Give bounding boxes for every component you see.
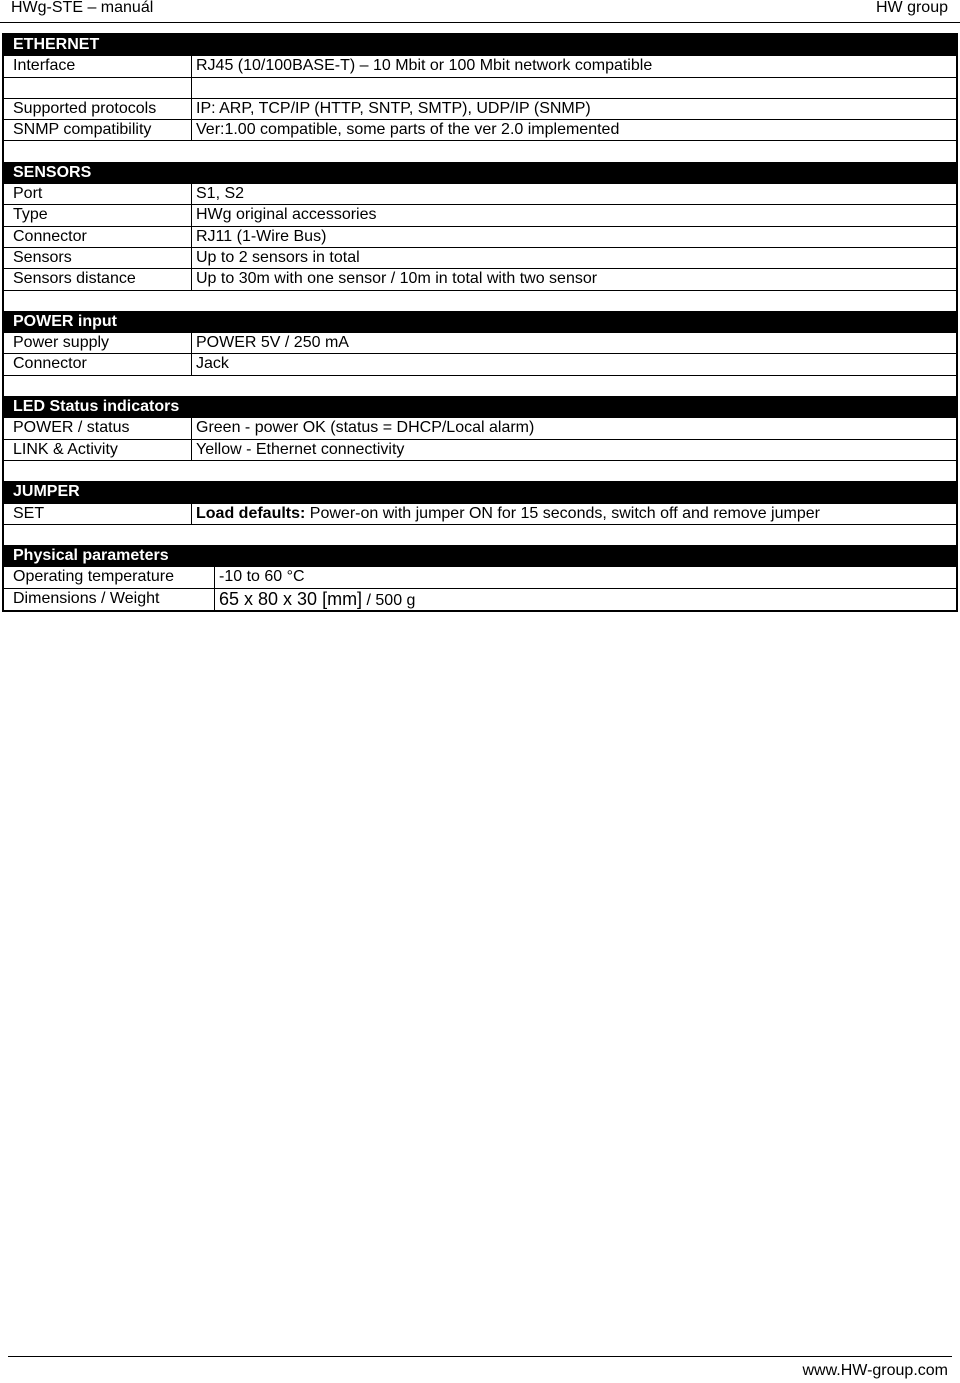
row-label: Power supply	[13, 334, 110, 352]
table-row	[4, 99, 956, 120]
row-value: RJ11 (1-Wire Bus)	[191, 227, 326, 247]
table-row	[4, 567, 956, 588]
row-label: Supported protocols	[13, 99, 157, 117]
row-value: Up to 30m with one sensor / 10m in total with two sensor	[191, 269, 597, 289]
row-value	[191, 504, 820, 524]
table-row	[4, 504, 956, 525]
table-row	[4, 248, 956, 269]
row-value	[214, 589, 415, 610]
spacer-row	[4, 376, 956, 397]
row-value: IP: ARP, TCP/IP (HTTP, SNTP, SMTP), UDP/IP (SNMP)	[191, 99, 591, 119]
row-value: Green - power OK (status = DHCP/Local alarm)	[191, 418, 534, 438]
spacer-row	[4, 141, 956, 162]
table-row	[4, 56, 956, 77]
row-value: Yellow - Ethernet connectivity	[191, 440, 404, 460]
row-value: S1, S2	[191, 184, 244, 204]
row-label: LINK & Activity	[13, 440, 118, 458]
row-label: POWER / status	[13, 419, 130, 437]
row-label: Type	[13, 206, 48, 224]
table-row	[4, 440, 956, 461]
header-rule	[0, 22, 960, 23]
row-value: Up to 2 sensors in total	[191, 248, 360, 268]
row-label: Operating temperature	[13, 568, 174, 586]
table-row	[4, 354, 956, 375]
section-title: LED Status indicators	[13, 398, 180, 416]
section-title: SENSORS	[13, 163, 92, 181]
company-name: HW group	[875, 0, 948, 16]
spacer-row	[4, 78, 956, 99]
row-value: HWg original accessories	[191, 205, 377, 225]
spacer-row	[4, 291, 956, 312]
row-value-emphasis: Load defaults:	[196, 504, 306, 522]
section-title: ETHERNET	[13, 36, 100, 53]
row-value: -10 to 60 °C	[214, 567, 305, 587]
row-value: Jack	[191, 354, 229, 374]
row-label: Sensors	[13, 248, 72, 266]
row-value-text: Power-on with jumper ON for 15 seconds, switch off and remove jumper	[305, 504, 820, 522]
spacer-row	[4, 525, 956, 546]
table-row	[4, 269, 956, 290]
row-value: Ver:1.00 compatible, some parts of the ver 2.0 implemented	[191, 120, 619, 140]
weight-value: / 500 g	[362, 591, 416, 609]
specification-table	[2, 33, 958, 612]
section-header-physical	[4, 546, 956, 567]
table-row	[4, 418, 956, 439]
row-value: POWER 5V / 250 mA	[191, 333, 349, 353]
row-label: SET	[13, 504, 45, 522]
page-header	[0, 0, 960, 20]
document-title: HWg-STE – manuál	[11, 0, 154, 16]
row-label: Connector	[13, 227, 87, 245]
section-header-power	[4, 312, 956, 333]
row-label: Sensors distance	[13, 270, 136, 288]
table-row	[4, 184, 956, 205]
section-title: Physical parameters	[13, 547, 169, 565]
spacer-cell	[191, 78, 196, 98]
table-row	[4, 205, 956, 226]
section-title: JUMPER	[13, 483, 80, 501]
row-value: RJ45 (10/100BASE-T) – 10 Mbit or 100 Mbit network compatible	[191, 56, 652, 76]
section-header-ethernet	[4, 35, 956, 56]
section-title: POWER input	[13, 312, 117, 330]
table-row	[4, 120, 956, 141]
row-label: Connector	[13, 355, 87, 373]
footer-rule	[8, 1356, 952, 1357]
table-row	[4, 227, 956, 248]
row-label: SNMP compatibility	[13, 121, 152, 139]
section-header-jumper	[4, 482, 956, 503]
dimensions-value: 65 x 80 x 30 [mm]	[219, 588, 363, 609]
spacer-row	[4, 461, 956, 482]
row-label: Port	[13, 185, 43, 203]
footer-url: www.HW-group.com	[802, 1362, 948, 1379]
table-row	[4, 589, 956, 610]
table-row	[4, 333, 956, 354]
section-header-led	[4, 397, 956, 418]
row-label: Dimensions / Weight	[13, 589, 160, 607]
row-label: Interface	[13, 57, 76, 75]
section-header-sensors	[4, 163, 956, 184]
